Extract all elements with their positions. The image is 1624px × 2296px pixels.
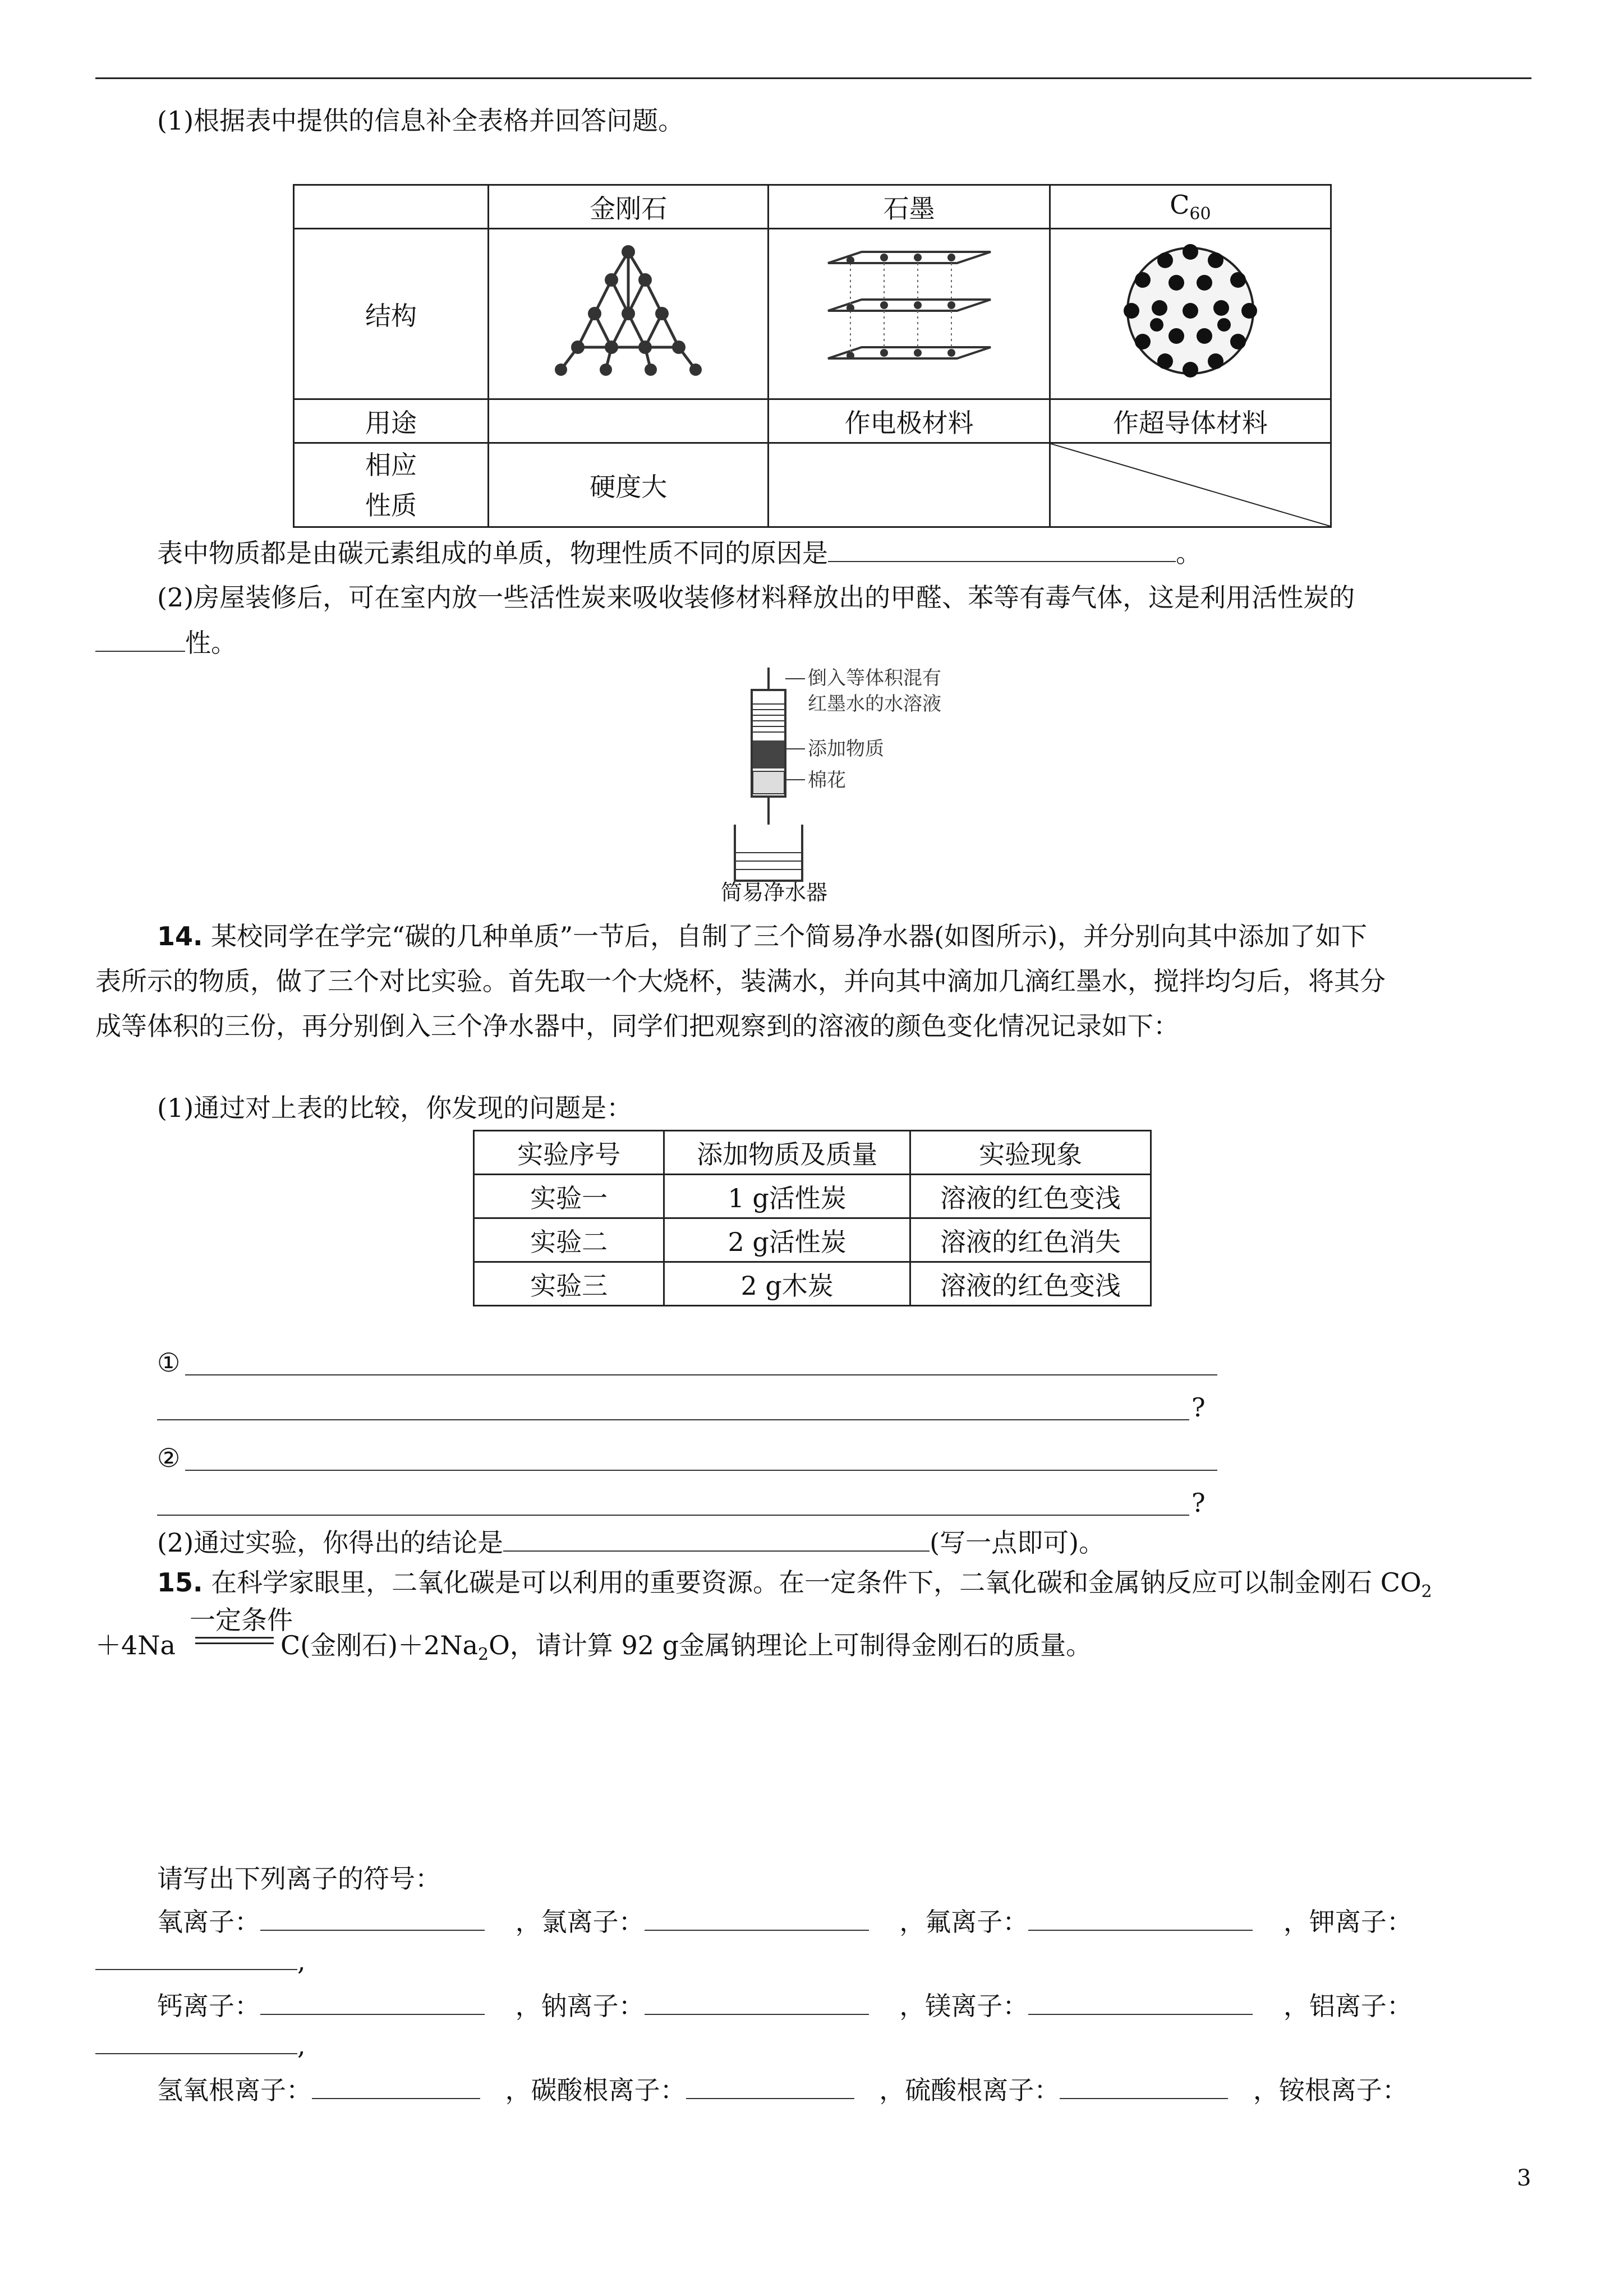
ions-prompt: 请写出下列离子的符号： (157, 1864, 441, 1894)
exp-header-seq: 实验序号 (474, 1131, 664, 1175)
answer-line-2b[interactable] (157, 1515, 1189, 1516)
exp-cell: 实验三 (474, 1262, 664, 1306)
header-diamond: 金刚石 (489, 185, 769, 229)
exp-cell: 1 g活性炭 (664, 1175, 910, 1218)
header-c60: $C_{60}$ (1050, 185, 1331, 229)
eq-sign-top (195, 1637, 274, 1639)
ion-blank[interactable] (1028, 1905, 1253, 1931)
exp-cell: 实验二 (474, 1218, 664, 1262)
property-blank[interactable] (95, 626, 185, 652)
q13-part2-line1: (2)房屋装修后，可在室内放一些活性炭来吸收装修材料释放出的甲醛、苯等有毒气体，这是利用活性炭的 (157, 582, 1355, 613)
answer-line-2a[interactable] (185, 1470, 1217, 1471)
ion-blank[interactable] (645, 1905, 869, 1931)
figure-label-top-2: 红墨水的水溶液 (808, 693, 941, 715)
property-graphite (769, 443, 1050, 527)
q14-line2: 表所示的物质，做了三个对比实验。首先取一个大烧杯，装满水，并向其中滴加几滴红墨水，搅拌均匀后，将其分 (95, 966, 1386, 996)
ions-row-2: 钙离子： ，钠离子： ，镁离子： ，铝离子： (157, 1989, 1413, 2022)
answer-line-1a[interactable] (185, 1374, 1217, 1375)
ion-blank[interactable] (312, 2073, 480, 2099)
use-c60: 作超导体材料 (1050, 399, 1331, 443)
exp-header-phenomenon: 实验现象 (910, 1131, 1151, 1175)
ion-blank[interactable] (645, 1989, 869, 2015)
header-rule (95, 77, 1531, 79)
ion-blank[interactable] (95, 1944, 297, 1970)
q15-equation: ＋4Na 一定条件 C(金刚石)$+2Na_2O$，请计算 92 g金属钠理论上可制得金刚石的质量。 (95, 1600, 1442, 1667)
reason-blank[interactable] (828, 536, 1176, 562)
qmark-2: ? (1191, 1488, 1206, 1518)
property-c60-crossed (1050, 443, 1331, 527)
exp-cell: 溶液的红色变浅 (910, 1262, 1151, 1306)
exp-cell: 2 g木炭 (664, 1262, 910, 1306)
q14-line1: 14. 某校同学在学完“碳的几种单质”一节后，自制了三个简易净水器(如图所示)，并分别向其中添加了如下 (157, 921, 1368, 951)
q14-part2-line: (2)通过实验，你得出的结论是 (写一点即可)。 (157, 1526, 1105, 1559)
water-purifier-figure (718, 662, 1010, 909)
q13-part1-prompt: (1)根据表中提供的信息补全表格并回答问题。 (157, 105, 684, 136)
conclusion-blank[interactable] (503, 1526, 930, 1552)
exp-header-substance: 添加物质及质量 (664, 1131, 910, 1175)
qmark-1: ? (1191, 1392, 1206, 1423)
ion-blank[interactable] (1028, 1989, 1253, 2015)
ions-row-2-cont: , (95, 2028, 306, 2062)
q13-reason-line: 表中物质都是由碳元素组成的单质，物理性质不同的原因是 。 (157, 536, 1202, 569)
q14-part1-prompt: (1)通过对上表的比较，你发现的问题是： (157, 1093, 633, 1123)
q13-part2-line2: 性。 (95, 626, 237, 659)
use-graphite: 作电极材料 (769, 399, 1050, 443)
exp-cell: 2 g活性炭 (664, 1218, 910, 1262)
ion-blank[interactable] (1060, 2073, 1228, 2099)
figure-caption: 简易净水器 (720, 880, 827, 905)
exp-cell: 溶液的红色消失 (910, 1218, 1151, 1262)
diamond-structure-image (489, 229, 769, 399)
answer-mark-2: ② (157, 1443, 181, 1473)
eq-sign-bottom (195, 1642, 274, 1644)
exp-cell: 溶液的红色变浅 (910, 1175, 1151, 1218)
row-use-label: 用途 (294, 399, 489, 443)
use-diamond (489, 399, 769, 443)
c60-structure-image (1050, 229, 1331, 399)
carbon-allotrope-table (293, 184, 1332, 528)
figure-label-mid: 添加物质 (808, 738, 884, 760)
graphite-structure-image (769, 229, 1050, 399)
header-graphite: 石墨 (769, 185, 1050, 229)
ions-row-1: 氧离子： ，氯离子： ，氟离子： ，钾离子： (157, 1905, 1413, 1938)
q15-line1: 15. 在科学家眼里，二氧化碳是可以利用的重要资源。在一定条件下，二氧化碳和金属钠反应可以制金刚石 $CO_2$ (157, 1567, 1432, 1602)
ion-blank[interactable] (95, 2028, 297, 2054)
q14-line3: 成等体积的三份，再分别倒入三个净水器中，同学们把观察到的溶液的颜色变化情况记录如下： (95, 1011, 1179, 1041)
ion-blank[interactable] (686, 2073, 854, 2099)
page-number: 3 (1517, 2165, 1531, 2191)
row-property-label: 相应 性质 (294, 443, 489, 527)
exp-cell: 实验一 (474, 1175, 664, 1218)
property-diamond: 硬度大 (489, 443, 769, 527)
answer-line-1b[interactable] (157, 1419, 1189, 1420)
experiment-table (473, 1130, 1152, 1306)
figure-label-low: 棉花 (808, 769, 846, 792)
ions-row-1-cont: , (95, 1944, 306, 1977)
row-structure-label: 结构 (294, 229, 489, 399)
eq-condition: 一定条件 (190, 1605, 293, 1635)
figure-label-top-1: 倒入等体积混有 (808, 667, 941, 689)
ion-blank[interactable] (260, 1905, 485, 1931)
ion-blank[interactable] (260, 1989, 485, 2015)
ions-row-3: 氢氧根离子： ，碳酸根离子： ，硫酸根离子： ，铵根离子： (157, 2073, 1408, 2106)
answer-mark-1: ① (157, 1347, 181, 1378)
